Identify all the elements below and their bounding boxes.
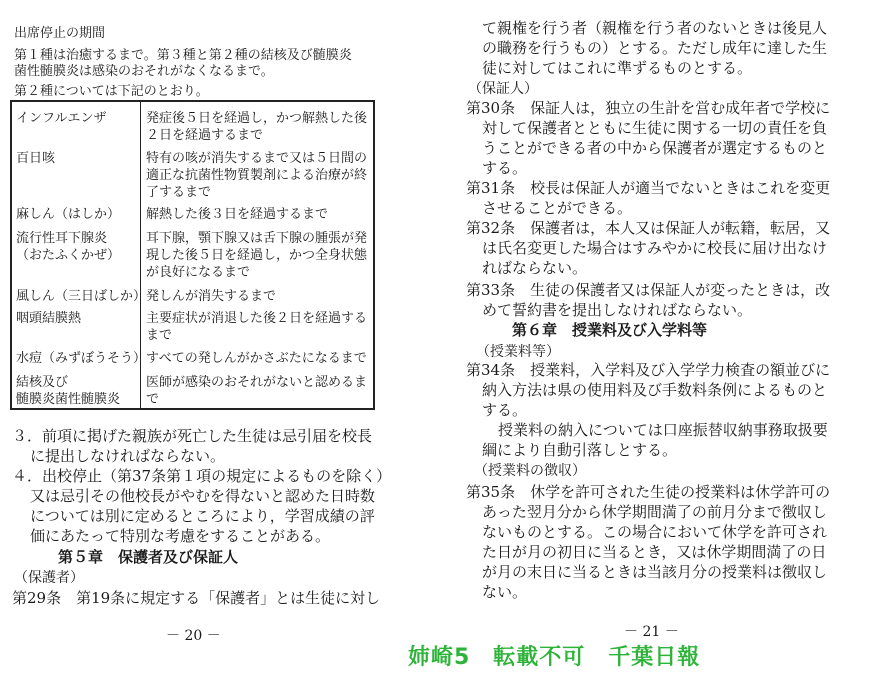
disease-name: 水痘（みずぼうそう）	[16, 351, 147, 366]
article-line: うことができる者の中から保護者が選定するものと	[482, 139, 828, 157]
footer-watermark: 姉崎5 転載不可 千葉日報	[408, 645, 701, 670]
disease-name: 結核及び	[16, 375, 69, 390]
paragraph-line: 第２種については下記のとおり。	[14, 84, 209, 99]
article-line: 納入方法は県の使用料及び手数料条例によるものと	[482, 381, 828, 399]
disease-condition: 医師が感染のおそれがないと認めるまで	[146, 375, 368, 407]
article-line: 綱により自動引落しとする。	[482, 441, 678, 459]
disease-condition: 特有の咳が消失するまで又は５日間の適正な抗菌性物質製剤による治療が終了するまで	[146, 151, 368, 200]
disease-name: 風しん（三日ばしか）	[16, 289, 147, 304]
article-line: が月の末日に当るときは当該月分の授業料は徴収し	[482, 563, 828, 581]
section-label: （授業料等）	[476, 344, 560, 360]
page-number-right: － 21 －	[624, 624, 679, 640]
disease-name: （おたふくかぜ）	[16, 248, 121, 263]
article-line: する。	[482, 159, 528, 177]
disease-condition: すべての発しんがかさぶたになるまで	[146, 351, 367, 366]
disease-name: 百日咳	[16, 151, 56, 166]
paragraph-line: 菌性髄膜炎は感染のおそれがなくなるまで。	[14, 64, 274, 79]
article-line: ればならない。	[482, 259, 588, 277]
article-line: 第32条 保護者は，本人又は保証人が転籍，転居，又	[466, 219, 831, 237]
article-line: あった翌月分から休学期間満了の前月分まで徴収し	[482, 503, 827, 521]
article-line: 第33条 生徒の保護者又は保証人が変ったときは，改	[466, 281, 831, 299]
period-heading: 出席停止の期間	[14, 26, 106, 41]
article-line: の職務を行うもの）とする。ただし成年に達した生	[482, 39, 828, 57]
section-label: （保護者）	[14, 570, 84, 586]
disease-name: インフルエンザ	[16, 111, 107, 126]
disease-name: 髄膜炎菌性髄膜炎	[16, 392, 121, 407]
item-3-line: ３．前項に掲げた親族が死亡した生徒は忌引届を校長	[12, 427, 373, 445]
item-4-line: 価にあたって特別な考慮をすることがある。	[30, 527, 331, 545]
item-4-line: 又は忌引その他校長がやむを得ないと認めた日時数	[30, 487, 376, 505]
article-line: ないものとする。この場合において休学を許可され	[482, 523, 828, 541]
section-label: （保証人）	[468, 81, 538, 97]
disease-table	[10, 100, 375, 410]
disease-condition: 発しんが消失するまで	[146, 289, 277, 304]
disease-condition: 解熱した後３日を経過するまで	[146, 207, 329, 222]
disease-name: 麻しん（はしか）	[16, 207, 121, 222]
article-line: は氏名変更した場合はすみやかに校長に届け出なけ	[482, 239, 828, 257]
article-line: 第34条 授業料，入学料及び入学学力検査の額並びに	[466, 361, 831, 379]
disease-condition: 耳下腺，顎下腺又は舌下腺の腫張が発現した後５日を経過し，かつ全身状態が良好になるまで	[146, 231, 368, 280]
chapter-5-heading: 第５章 保護者及び保証人	[58, 548, 239, 566]
article-line: 対して保護者とともに生徒に関する一切の責任を負	[482, 119, 828, 137]
article-line: めて誓約書を提出しなければならない。	[482, 301, 753, 319]
disease-condition: 発症後５日を経過し，かつ解熱した後２日を経過するまで	[146, 111, 368, 143]
item-4-line: については別に定めるところにより，学習成績の評	[30, 507, 375, 525]
item-4-line: ４．出校停止（第37条第１項の規定によるものを除く）	[12, 467, 392, 485]
article-line: 徒に対してはこれに準ずるものとする。	[482, 59, 753, 77]
page-number-left: － 20 －	[166, 628, 221, 644]
paragraph-line: 第１種は治癒するまで。第３種と第２種の結核及び髄膜炎	[14, 48, 352, 63]
article-line: 授業料の納入については口座振替収納事務取扱要	[498, 421, 828, 439]
article-29-line: 第29条 第19条に規定する「保護者」とは生徒に対し	[12, 589, 381, 607]
article-line: させることができる。	[482, 199, 633, 217]
article-line: する。	[482, 401, 528, 419]
section-label: （授業料の徴収）	[474, 463, 586, 479]
item-3-line: に提出しなければならない。	[30, 447, 226, 465]
article-line: て親権を行う者（親権を行う者のないときは後見人	[482, 19, 828, 37]
article-line: 第31条 校長は保証人が適当でないときはこれを変更	[466, 179, 831, 197]
article-line: 第35条 休学を許可された生徒の授業料は休学許可の	[466, 483, 831, 501]
article-line: ない。	[482, 583, 528, 601]
disease-condition: 主要症状が消退した後２日を経過するまで	[146, 311, 368, 343]
article-line: 第30条 保証人は，独立の生計を営む成年者で学校に	[466, 99, 831, 117]
disease-name: 流行性耳下腺炎	[16, 231, 108, 246]
article-line: た日が月の初日に当るとき，又は休学期間満了の日	[482, 543, 827, 561]
chapter-6-heading: 第６章 授業料及び入学料等	[512, 321, 708, 339]
disease-name: 咽頭結膜熱	[16, 311, 82, 326]
